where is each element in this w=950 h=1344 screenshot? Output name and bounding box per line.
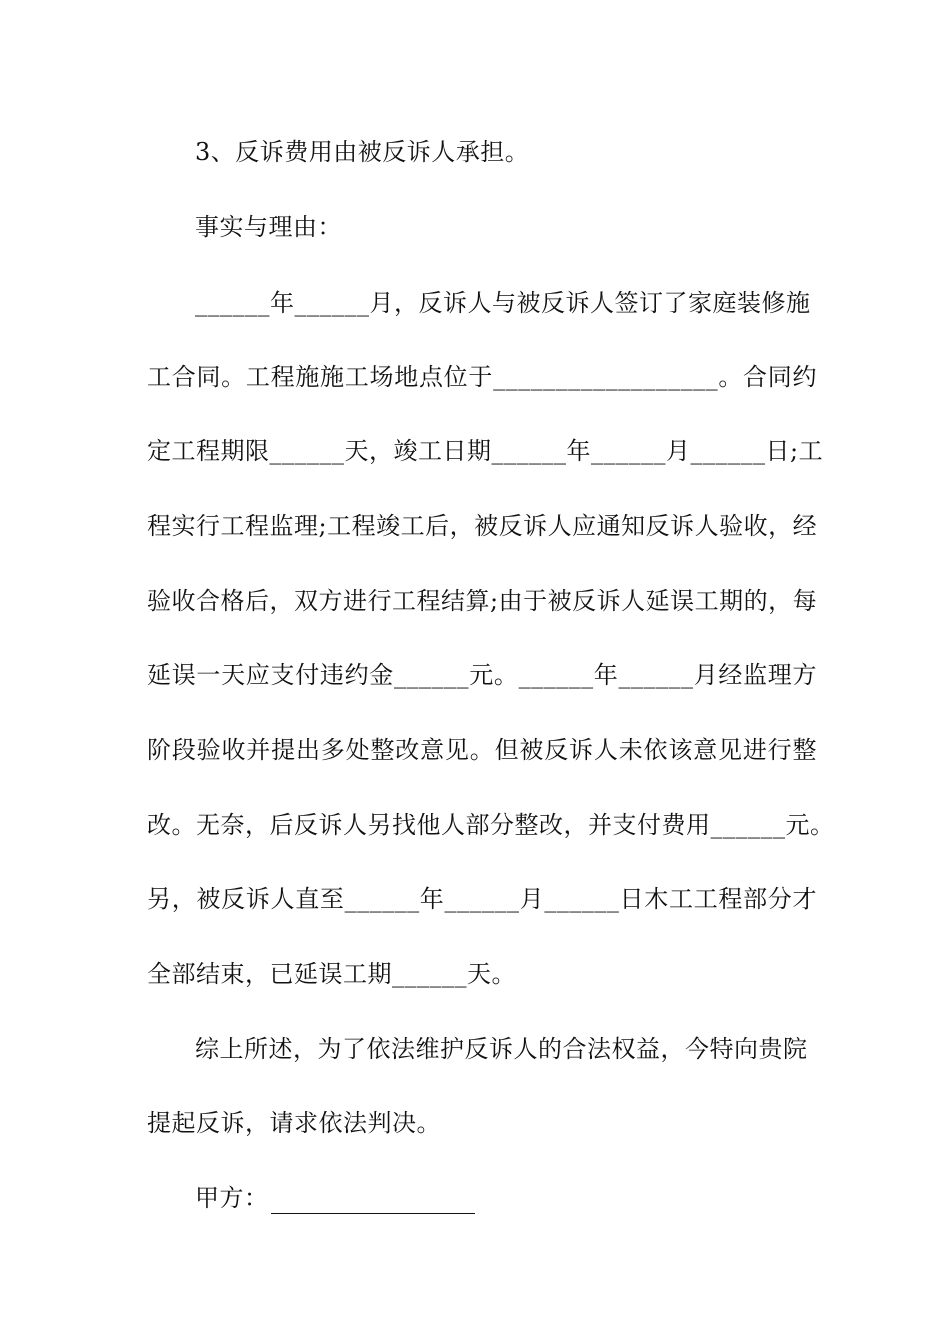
- conclusion-line-1: 综上所述，为了依法维护反诉人的合法权益，今特向贵院: [195, 1035, 808, 1063]
- facts-line-9: 另，被反诉人直至______年______月______日木工工程部分才: [147, 885, 817, 913]
- facts-line-4: 程实行工程监理;工程竣工后，被反诉人应通知反诉人验收，经: [147, 512, 818, 540]
- facts-line-6: 延误一天应支付违约金______元。______年______月经监理方: [147, 661, 817, 689]
- signature-party-a: [195, 1182, 865, 1214]
- facts-line-2: 工合同。工程施施工场地点位于__________________。合同约: [147, 363, 817, 391]
- facts-line-7: 阶段验收并提出多处整改意见。但被反诉人未依该意见进行整: [147, 736, 817, 764]
- conclusion-line-2: 提起反诉，请求依法判决。: [147, 1109, 441, 1137]
- facts-line-5: 验收合格后，双方进行工程结算;由于被反诉人延误工期的，每: [147, 587, 818, 615]
- facts-line-3: 定工程期限______天，竣工日期______年______月______日;工: [147, 437, 824, 465]
- facts-line-8: 改。无奈，后反诉人另找他人部分整改，并支付费用______元。: [147, 811, 835, 839]
- facts-line-1: ______年______月，反诉人与被反诉人签订了家庭装修施: [195, 289, 811, 317]
- paragraph-claim-3: 3、反诉费用由被反诉人承担。: [195, 138, 530, 166]
- facts-line-10: 全部结束，已延误工期______天。: [147, 960, 516, 988]
- signature-blank-line: [271, 1187, 475, 1214]
- signature-label: 甲方：: [195, 1184, 269, 1212]
- heading-facts-and-reasons: 事实与理由：: [195, 213, 342, 241]
